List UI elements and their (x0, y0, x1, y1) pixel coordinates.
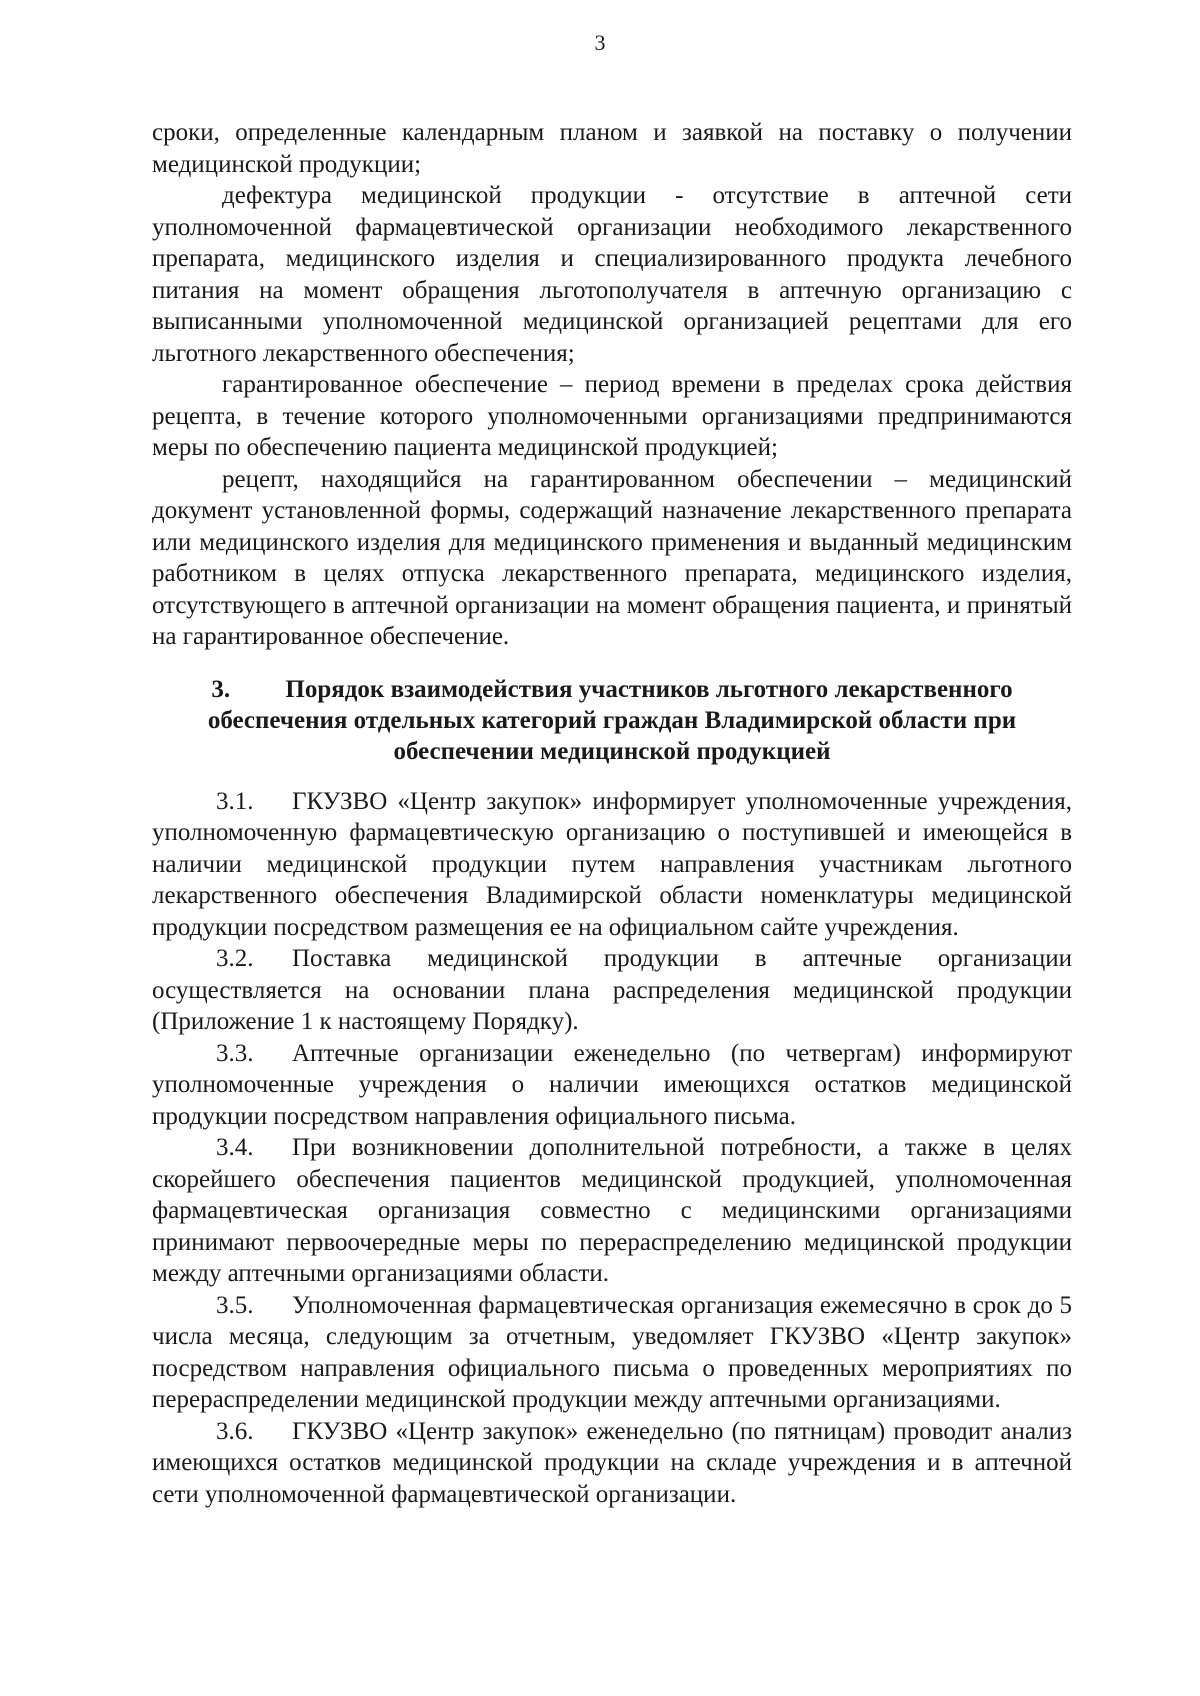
clause-paragraph (152, 1132, 1072, 1290)
definition-paragraph: рецепт, находящийся на гарантированном обеспечении – медицинский документ установленной формы, содержащий назначение лекарственного препарата или медицинского изделия для медицинского применения и выданный медицинским работником в целях отпуска лекарственного препарата, медицинского изделия, отсутствующего в аптечной организации на момент обращения пациента, и принятый на гарантированное обеспечение. (152, 465, 1072, 650)
clause-text: Поставка медицинской продукции в аптечные организации осуществляется на основании плана распределения медицинской продукции (Приложение 1 к настоящему Порядку). (152, 945, 1072, 1035)
clause-text: При возникновении дополнительной потребности, а также в целях скорейшего обеспечения пациентов медицинской продукцией, уполномоченная фармацевтическая организация совместно с медицинскими организациями принимают первоочередные меры по перераспределению медицинской продукции между аптечными организациями области. (152, 1134, 1072, 1287)
section-heading (152, 674, 1072, 767)
clause-text: Уполномоченная фармацевтическая организация ежемесячно в срок до 5 числа месяца, следующим за отчетным, уведомляет ГКУЗВО «Центр закупок» посредством направления официального письма о проведенных мероприятиях по перераспределении медицинской продукции между аптечными организациями. (152, 1291, 1072, 1413)
clause-number: 3.1. (216, 787, 254, 815)
clause-paragraph (152, 786, 1072, 944)
clause-text: ГКУЗВО «Центр закупок» еженедельно (по пятницам) проводит анализ имеющихся остатков медицинской продукции на складе учреждения и в аптечной сети уполномоченной фармацевтической организации. (152, 1417, 1072, 1508)
definition-paragraph: гарантированное обеспечение – период времени в пределах срока действия рецепта, в течение которого уполномоченными организациями предпринимаются меры по обеспечению пациента медицинской продукцией; (152, 371, 1072, 461)
clause-paragraph (152, 943, 1072, 1038)
document-body (152, 117, 1072, 1510)
definition-paragraph: дефектура медицинской продукции - отсутствие в аптечной сети уполномоченной фармацевтической организации необходимого лекарственного препарата, медицинского изделия и специализированного продукта лечебного питания на момент обращения льготополучателя в аптечную организацию с выписанными уполномоченной медицинской организацией рецептами для его льготного лекарственного обеспечения; (152, 182, 1072, 367)
definition-paragraph: сроки, определенные календарным планом и заявкой на поставку о получении медицинской продукции; (152, 119, 1072, 178)
clause-number: 3.5. (216, 1291, 254, 1319)
clause-number: 3.3. (216, 1039, 254, 1067)
clause-paragraph (152, 1416, 1072, 1511)
page-number: 3 (594, 30, 606, 55)
clause-number: 3.2. (216, 945, 254, 972)
clause-paragraph (152, 1290, 1072, 1416)
clause-paragraph (152, 1038, 1072, 1133)
clause-text: Аптечные организации еженедельно (по четвергам) информируют уполномоченные учреждения о наличии имеющихся остатков медицинской продукции посредством направления официального письма. (152, 1039, 1072, 1130)
clause-number: 3.4. (216, 1134, 254, 1161)
section-title: Порядок взаимодействия участников льготного лекарственного обеспечения отдельных категорий граждан Владимирской области при обеспечении медицинской продукцией (207, 675, 1017, 765)
clause-number: 3.6. (216, 1417, 254, 1445)
clause-text: ГКУЗВО «Центр закупок» информирует уполномоченные учреждения, уполномоченную фармацевтическую организацию о поступившей и имеющейся в наличии медицинской продукции путем направления участникам льготного лекарственного обеспечения Владимирской области номенклатуры медицинской продукции посредством размещения ее на официальном сайте учреждения. (152, 787, 1072, 941)
section-number: 3. (211, 675, 231, 703)
